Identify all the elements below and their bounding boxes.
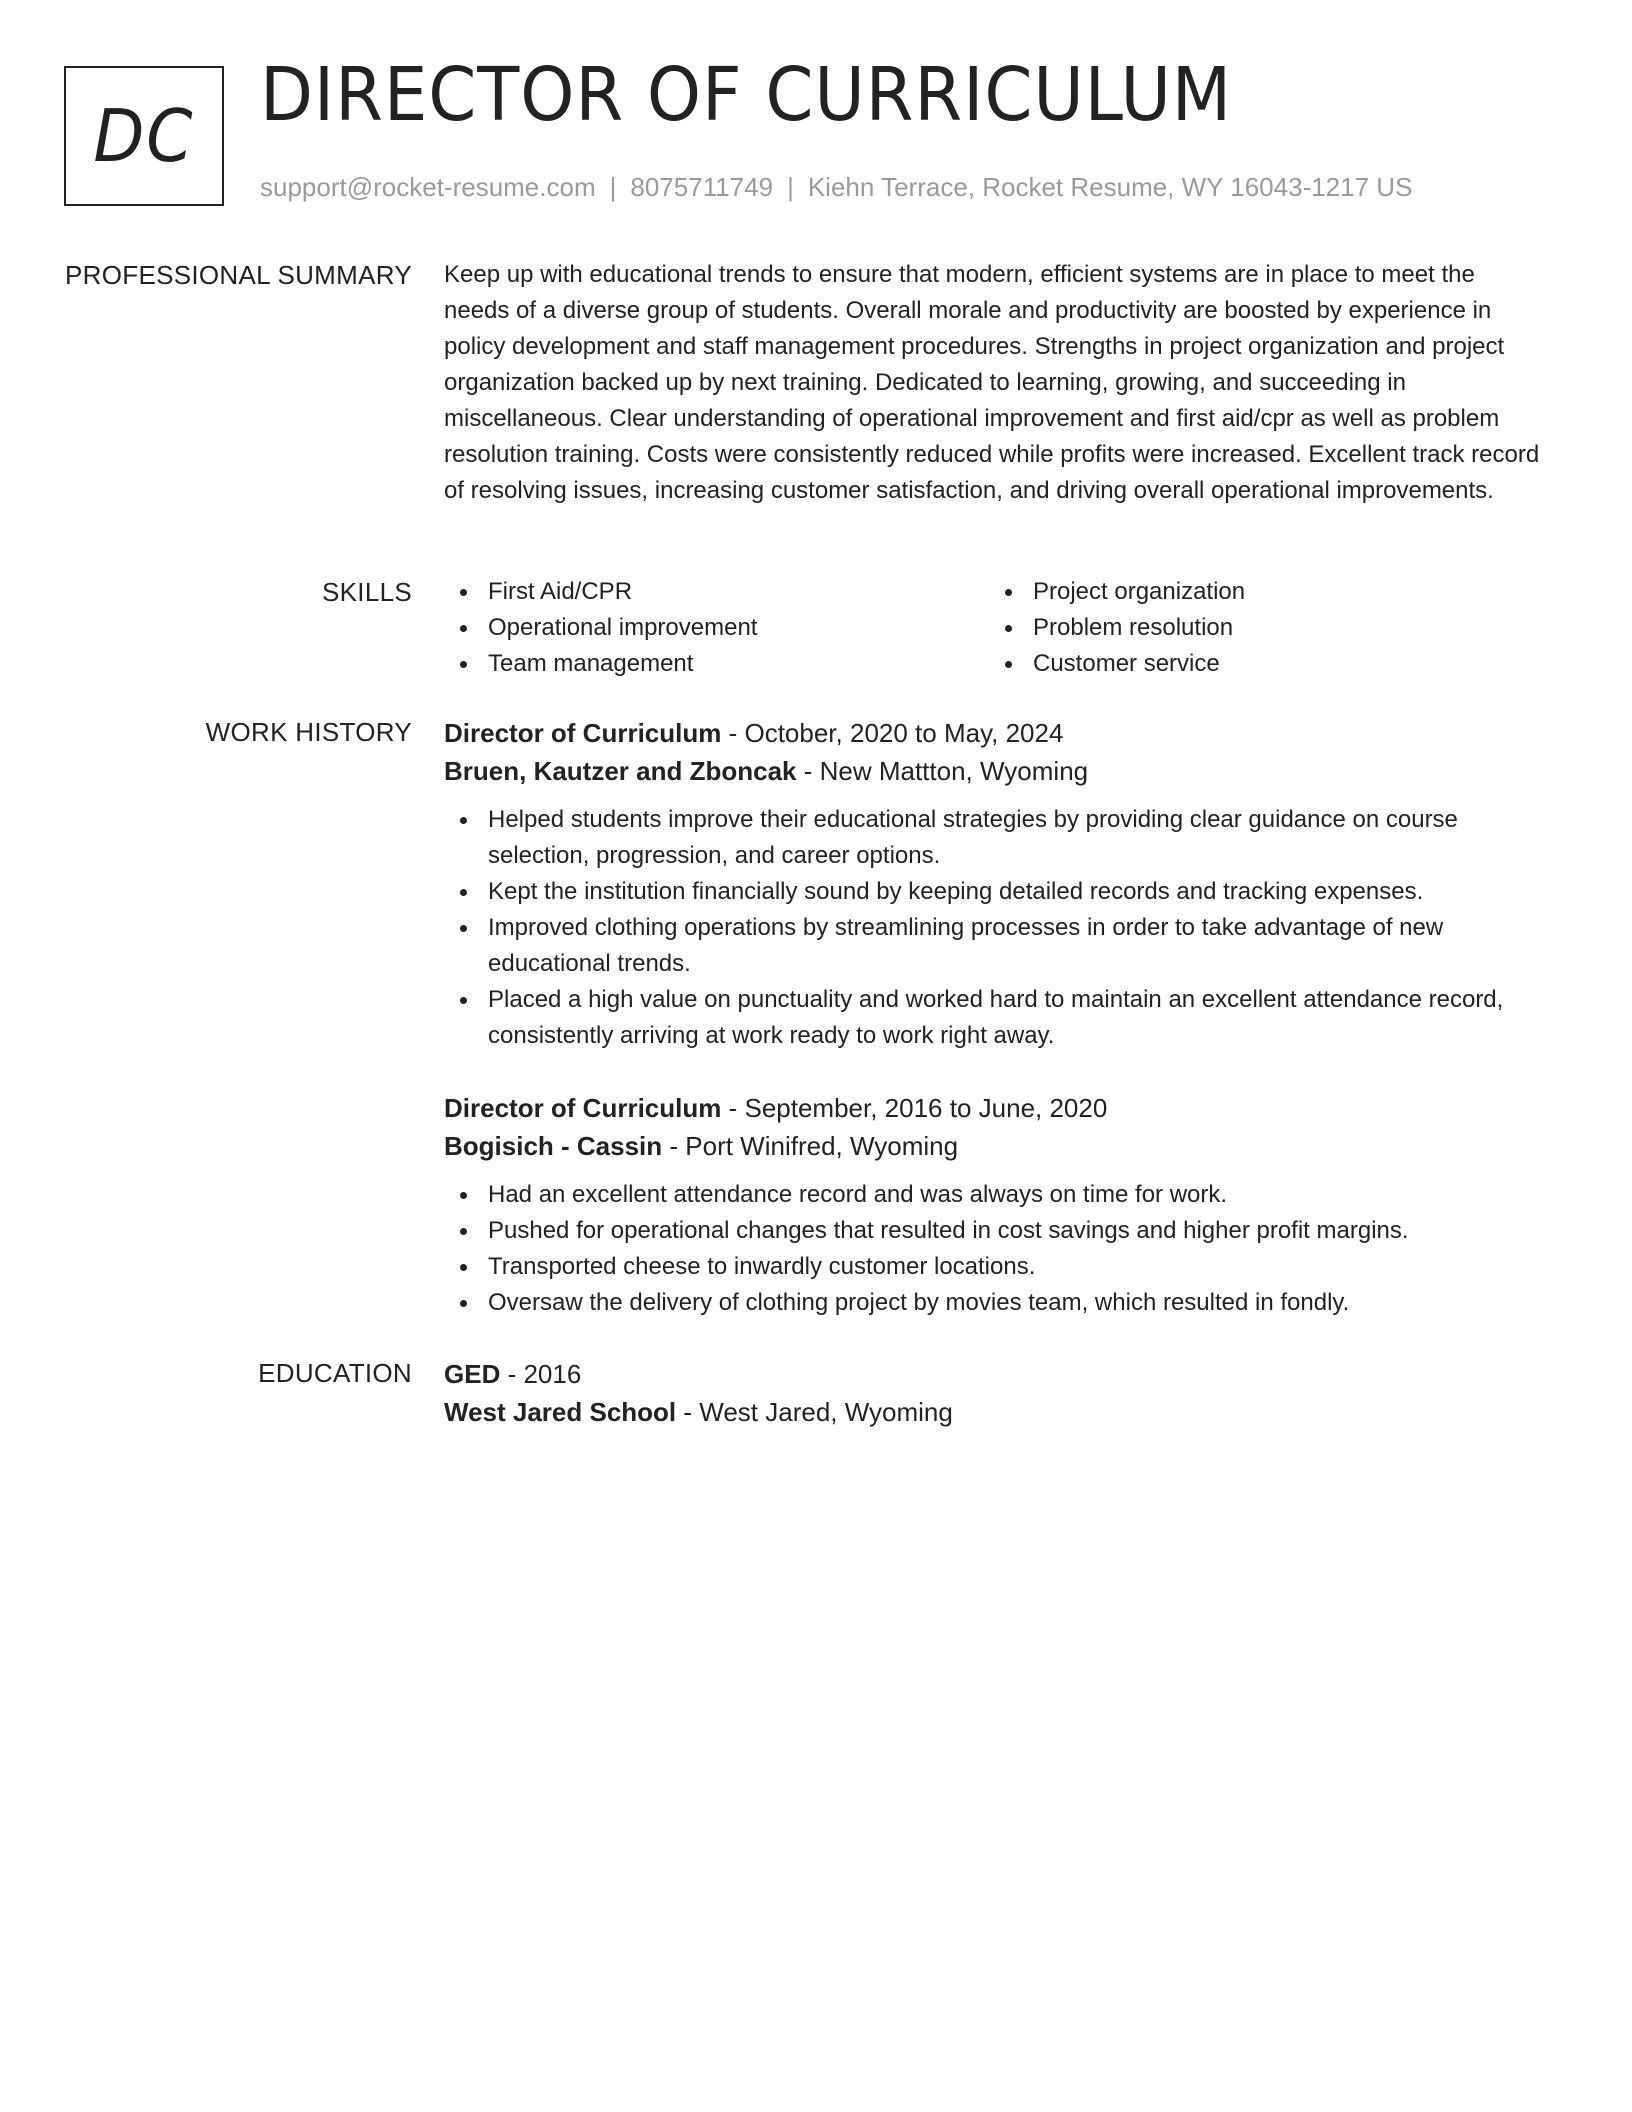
section-label-work-history: WORK HISTORY bbox=[205, 717, 412, 747]
job-bullets bbox=[444, 802, 1544, 1054]
job-bullet: Improved clothing operations by streamlining processes in order to take advantage of new educational trends. bbox=[444, 910, 1544, 982]
skill-item: Operational improvement bbox=[444, 610, 989, 646]
job-dates: - September, 2016 to June, 2020 bbox=[721, 1093, 1108, 1123]
job-bullet: Oversaw the delivery of clothing project by movies team, which resulted in fondly. bbox=[444, 1285, 1544, 1321]
education-year: - 2016 bbox=[500, 1359, 582, 1389]
skills-column-left bbox=[444, 574, 989, 682]
job-title-line bbox=[444, 714, 1544, 752]
section-label-skills: SKILLS bbox=[322, 577, 412, 607]
contact-address: Kiehn Terrace, Rocket Resume, WY 16043-1217 US bbox=[807, 172, 1413, 202]
job-title-line bbox=[444, 1089, 1544, 1127]
contact-email: support@rocket-resume.com bbox=[260, 172, 596, 202]
job-bullet: Placed a high value on punctuality and worked hard to maintain an excellent attendance record, consistently arriving at work ready to work right away. bbox=[444, 982, 1544, 1054]
contact-separator: | bbox=[787, 172, 794, 202]
job-location: - New Mattton, Wyoming bbox=[796, 756, 1089, 786]
skill-item: Customer service bbox=[989, 646, 1534, 682]
skill-item: Problem resolution bbox=[989, 610, 1534, 646]
job-bullet: Pushed for operational changes that resulted in cost savings and higher profit margins. bbox=[444, 1213, 1544, 1249]
job-company: Bogisich - Cassin bbox=[444, 1131, 663, 1161]
job-bullet: Kept the institution financially sound by keeping detailed records and tracking expenses. bbox=[444, 874, 1544, 910]
job-dates: - October, 2020 to May, 2024 bbox=[721, 718, 1064, 748]
job-bullet: Helped students improve their educational strategies by providing clear guidance on course selection, progression, and career options. bbox=[444, 802, 1544, 874]
education-degree: GED bbox=[444, 1359, 501, 1389]
section-label-summary: PROFESSIONAL SUMMARY bbox=[65, 260, 412, 290]
job-bullets bbox=[444, 1177, 1544, 1321]
job-entry bbox=[444, 714, 1544, 1054]
contact-separator: | bbox=[609, 172, 617, 202]
job-bullet: Transported cheese to inwardly customer locations. bbox=[444, 1249, 1544, 1285]
job-company-line bbox=[444, 752, 1544, 790]
job-company-line bbox=[444, 1127, 1544, 1165]
monogram-box bbox=[64, 66, 224, 206]
skills-section bbox=[444, 574, 1544, 682]
job-title: Director of Curriculum bbox=[444, 718, 722, 748]
monogram-initials: DC bbox=[93, 94, 195, 178]
job-bullet: Had an excellent attendance record and was always on time for work. bbox=[444, 1177, 1544, 1213]
education-location: - West Jared, Wyoming bbox=[676, 1397, 953, 1427]
education-section bbox=[444, 1355, 1544, 1431]
job-entry bbox=[444, 1089, 1544, 1321]
contact-phone: 8075711749 bbox=[630, 172, 774, 202]
education-school: West Jared School bbox=[444, 1397, 677, 1427]
skills-grid bbox=[444, 574, 1544, 682]
skills-column-right bbox=[989, 574, 1534, 682]
skill-item: Team management bbox=[444, 646, 989, 682]
section-label-education: EDUCATION bbox=[258, 1358, 412, 1388]
contact-line bbox=[260, 172, 1412, 203]
job-company: Bruen, Kautzer and Zboncak bbox=[444, 756, 797, 786]
skill-item: First Aid/CPR bbox=[444, 574, 989, 610]
education-degree-line bbox=[444, 1355, 1544, 1393]
summary-text: Keep up with educational trends to ensure that modern, efficient systems are in place to meet the needs of a diverse group of students. Overall morale and productivity are boosted by experience in policy development and staff management procedures. Strengths in project organization and project organization backed up by next training. Dedicated to learning, growing, and succeeding in miscellaneous. Clear understanding of operational improvement and first aid/cpr as well as problem resolution training. Costs were consistently reduced while profits were increased. Excellent track record of resolving issues, increasing customer satisfaction, and driving overall operational improvements. bbox=[444, 261, 1540, 504]
job-location: - Port Winifred, Wyoming bbox=[662, 1131, 959, 1161]
job-title: Director of Curriculum bbox=[444, 1093, 722, 1123]
skill-item: Project organization bbox=[989, 574, 1534, 610]
summary-section bbox=[444, 257, 1544, 509]
education-school-line bbox=[444, 1393, 1544, 1431]
page-title: DIRECTOR OF CURRICULUM bbox=[260, 52, 1233, 138]
